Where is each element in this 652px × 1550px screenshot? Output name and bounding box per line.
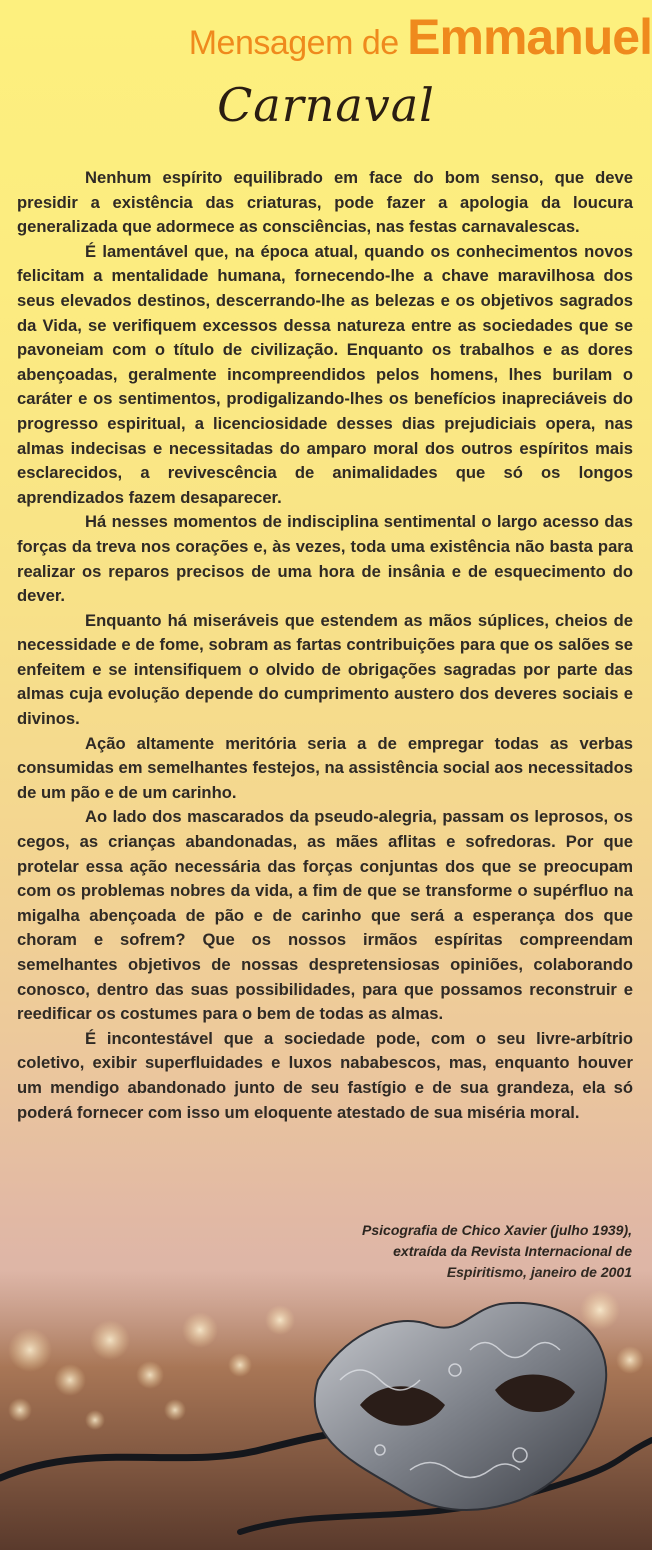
paragraph: Ação altamente meritória seria a de empregar todas as verbas consumidas em semelhantes festejos, na assistência social aos necessitados de um pão e de um carinho. (17, 733, 633, 802)
header (0, 8, 652, 66)
carnival-mask-icon (0, 1270, 652, 1550)
paragraph: Nenhum espírito equilibrado em face do bom senso, que deve presidir a existência das criaturas, pode fazer a apologia da loucura generalizada que adormece as consciências, nas festas carnavalescas. (17, 168, 633, 237)
paragraph: Ao lado dos mascarados da pseudo-alegria, passam os leprosos, os cegos, as crianças abandonadas, as mães aflitas e sofredoras. Por que protelar essa ação necessária das forças conjuntas dos que se preocupam com os problemas nobres da vida, a fim de que se transforme o supérfluo na migalha abençoada de pão e de carinho que será a esperança dos que choram e sofrem? Que os nossos irmãos espíritas compreendam semelhantes objetivos de nossas despretensiosas opiniões, colaborando conosco, dentro das suas possibilidades, para que possamos reconstruir e reedificar os costumes para o bem de todas as almas. (17, 807, 633, 1024)
paragraph: É incontestável que a sociedade pode, com o seu livre-arbítrio coletivo, exibir superfluidades e luxos nababescos, mas, enquanto houver um mendigo abandonado junto de seu fastígio e de sua grandeza, ela só poderá fornecer com isso um eloquente atestado de sua miséria moral. (17, 1028, 633, 1122)
paragraph: Enquanto há miseráveis que estendem as mãos súplices, cheios de necessidade e de fome, sobram as fartas contribuições para que os salões se enfeitem e se intensifiquem o olvido de obrigações sagradas por parte das almas cuja evolução depende do cumprimento austero dos deveres sociais e divinos. (17, 610, 633, 729)
header-name: Emmanuel (407, 9, 652, 65)
header-prefix: Mensagem de (188, 24, 399, 62)
page-title: Carnaval (217, 78, 435, 132)
credit-line: Psicografia de Chico Xavier (julho 1939), (362, 1222, 632, 1238)
message-body (17, 166, 633, 1125)
paragraph: É lamentável que, na época atual, quando os conhecimentos novos felicitam a mentalidade humana, fornecendo-lhe a chave maravilhosa dos seus elevados destinos, descerrando-lhe as belezas e os objetivos sagrados da Vida, se verifiquem excessos dessa natureza entre as sociedades que se pavoneiam com o título de civilização. Enquanto os trabalhos e as dores abençoadas, geralmente incompreendidos pelos homens, lhes burilam o caráter e os sentimentos, prodigalizando-lhes os benefícios inapreciáveis do progresso espiritual, a licenciosidade desses dias prejudiciais opera, nas almas indecisas e necessitadas do amparo moral dos outros espíritos mais esclarecidos, a revivescência de animalidades que só os longos aprendizados fazem desaparecer. (17, 241, 633, 507)
paragraph: Há nesses momentos de indisciplina sentimental o largo acesso das forças da treva nos corações e, às vezes, toda uma existência não basta para realizar os reparos precisos de uma hora de insânia e de esquecimento do dever. (17, 512, 633, 606)
credit-line: extraída da Revista Internacional de (393, 1243, 632, 1259)
